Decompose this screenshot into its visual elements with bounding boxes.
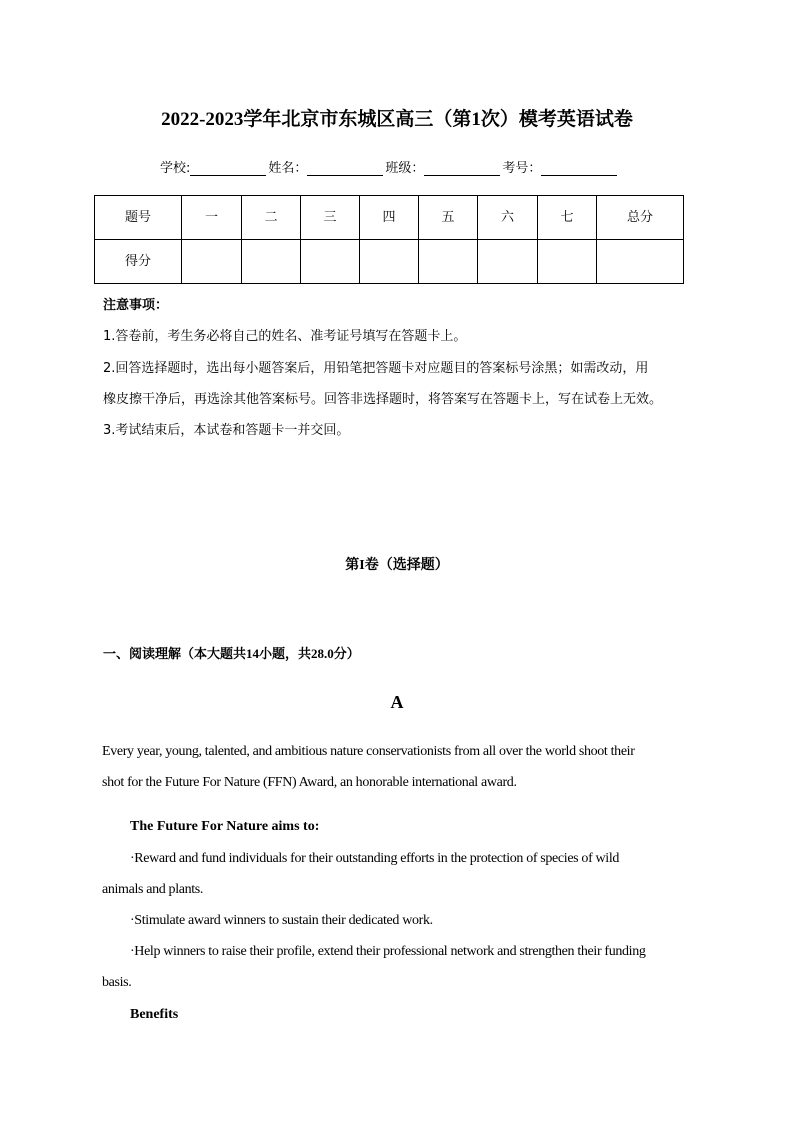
school-label: 学校: — [160, 161, 191, 176]
exam-title: 2022-2023学年北京市东城区高三（第1次）模考英语试卷 — [161, 109, 633, 130]
note-item-3: 3.考试结束后，本试卷和答题卡一并交回。 — [103, 423, 350, 438]
student-info-line — [160, 157, 619, 176]
table-header-cell: 一 — [182, 196, 242, 240]
exam-number-label: 考号： — [502, 161, 542, 176]
passage-label: A — [390, 692, 404, 712]
table-header-cell: 六 — [478, 196, 538, 240]
aim-1-line-1: ·Reward and fund individuals for their outstanding efforts in the protection of species of wild — [130, 851, 620, 866]
table-score-row — [95, 240, 684, 284]
score-cell[interactable] — [419, 240, 478, 284]
table-header-row — [95, 196, 684, 240]
table-header-cell: 三 — [301, 196, 360, 240]
section-title: 第I卷（选择题） — [345, 558, 449, 573]
score-cell[interactable] — [478, 240, 538, 284]
name-blank[interactable] — [307, 160, 383, 176]
class-blank[interactable] — [424, 160, 500, 176]
school-blank[interactable] — [190, 160, 266, 176]
table-header-cell: 总分 — [597, 196, 684, 240]
benefits-heading: Benefits — [130, 1007, 179, 1022]
aim-3-line-1: ·Help winners to raise their profile, extend their professional network and strengthen their funding — [130, 944, 646, 959]
score-cell[interactable] — [242, 240, 301, 284]
score-table — [94, 195, 684, 284]
class-label: 班级： — [385, 161, 425, 176]
table-header-cell: 题号 — [95, 196, 182, 240]
score-cell[interactable] — [597, 240, 684, 284]
notes-heading: 注意事项： — [103, 298, 169, 313]
part-heading: 一、阅读理解（本大题共14小题，共28.0分） — [103, 646, 360, 661]
table-header-cell: 七 — [538, 196, 597, 240]
table-header-cell: 二 — [242, 196, 301, 240]
note-item-2-line-1: 2.回答选择题时，选出每小题答案后，用铅笔把答题卡对应题目的答案标号涂黑；如需改动，用 — [103, 361, 649, 376]
aim-3-line-2: basis. — [102, 975, 132, 990]
passage-intro-line-1: Every year, young, talented, and ambitious nature conservationists from all over the world shoot their — [102, 744, 635, 759]
aim-2: ·Stimulate award winners to sustain their dedicated work. — [130, 913, 433, 928]
score-cell[interactable] — [301, 240, 360, 284]
name-label: 姓名： — [268, 161, 308, 176]
score-cell[interactable] — [360, 240, 419, 284]
score-cell[interactable] — [538, 240, 597, 284]
note-item-2-line-2: 橡皮擦干净后，再选涂其他答案标号。回答非选择题时，将答案写在答题卡上，写在试卷上无效。 — [103, 392, 663, 407]
table-header-cell: 五 — [419, 196, 478, 240]
score-row-label: 得分 — [95, 240, 182, 284]
score-cell[interactable] — [182, 240, 242, 284]
exam-number-blank[interactable] — [541, 160, 617, 176]
aims-heading: The Future For Nature aims to: — [130, 819, 320, 834]
passage-intro-line-2: shot for the Future For Nature (FFN) Award, an honorable international award. — [102, 775, 517, 790]
note-item-1: 1.答卷前，考生务必将自己的姓名、准考证号填写在答题卡上。 — [103, 329, 467, 344]
aim-1-line-2: animals and plants. — [102, 882, 204, 897]
table-header-cell: 四 — [360, 196, 419, 240]
